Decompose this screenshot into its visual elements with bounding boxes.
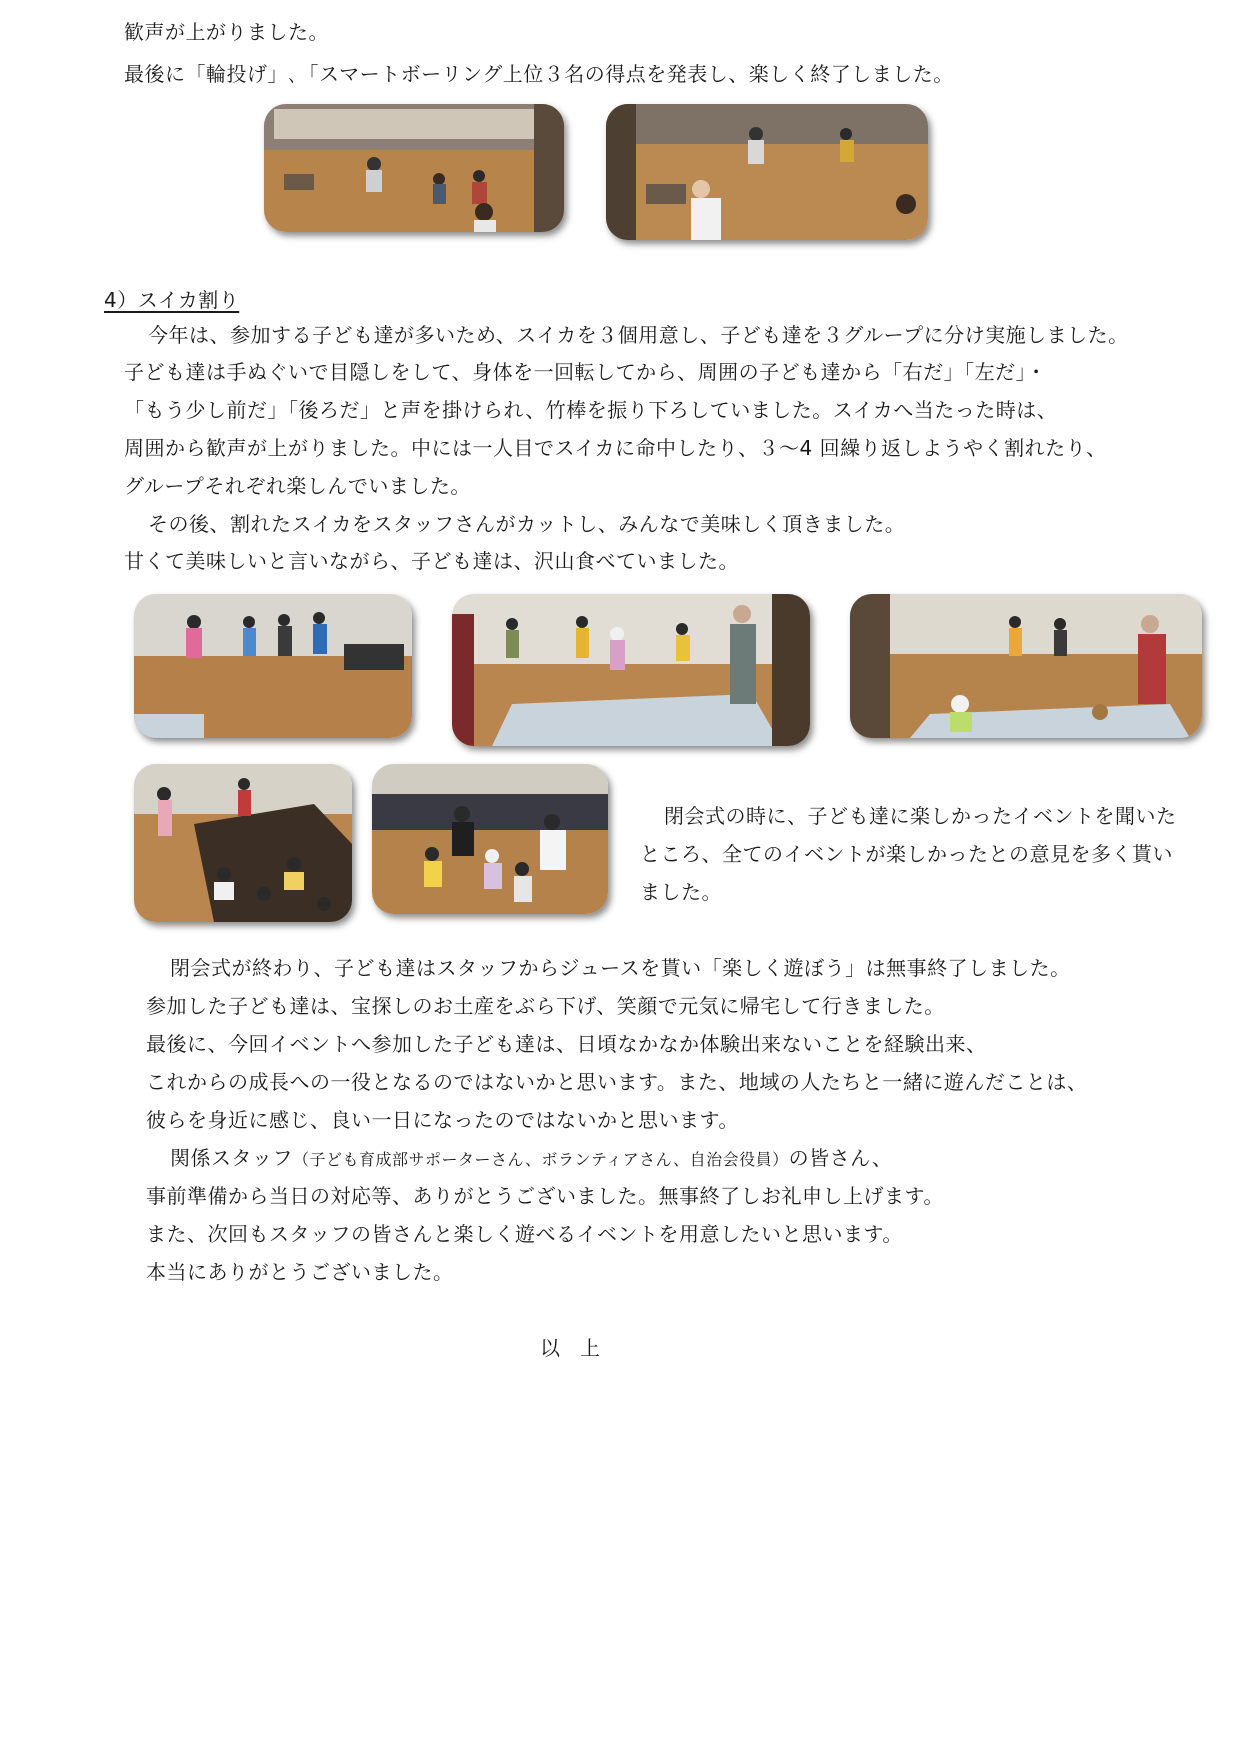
intro-line-1: 歓声が上がりました。 [124,20,329,44]
photo-eating-1 [134,764,352,922]
closing-line-2: 参加した子ども達は、宝探しのお土産をぶら下げ、笑顔で元気に帰宅して行きました。 [146,994,945,1018]
closing-side-line-1: 閉会式の時に、子ども達に楽しかったイベントを聞いた [664,804,1177,828]
section-heading: 4）スイカ割り [104,288,240,312]
closing-line-6: 事前準備から当日の対応等、ありがとうございました。無事終了しお礼申し上げます。 [146,1184,944,1208]
closing-line-3: 最後に、今回イベントへ参加した子ども達は、日頃なかなか体験出来ないことを経験出来、 [146,1032,987,1056]
section4-line-1: 今年は、参加する子ども達が多いため、スイカを３個用意し、子ども達を３グループに分け実施しました。 [148,323,1129,347]
closing-staff-line [170,1146,892,1172]
closing-line-7: また、次回もスタッフの皆さんと楽しく遊べるイベントを用意したいと思います。 [146,1222,903,1246]
staff-prefix: 関係スタッフ [170,1146,293,1170]
photo-eating-2 [372,764,608,914]
section4-line-4: 周囲から歓声が上がりました。中には一人目でスイカに命中したり、３～4 回繰り返しようやく割れたり、 [124,436,1107,460]
photo-watermelon-1 [134,594,412,738]
section4-line-3: 「もう少し前だ」「後ろだ」と声を掛けられ、竹棒を振り下ろしていました。スイカへ当たった時は、 [124,398,1058,422]
photo-ring-toss-1 [264,104,564,232]
section4-line-5: グループそれぞれ楽しんでいました。 [124,474,471,498]
closing-side-line-3: ました。 [640,880,722,904]
closing-line-8: 本当にありがとうございました。 [146,1260,454,1284]
photo-watermelon-3 [850,594,1202,738]
intro-line-2: 最後に「輪投げ」､「スマートボーリング上位３名の得点を発表し、楽しく終了しました。 [124,62,954,86]
staff-suffix: の皆さん、 [788,1146,893,1170]
section4-line-6: その後、割れたスイカをスタッフさんがカットし、みんなで美味しく頂きました。 [148,512,906,536]
section4-line-2: 子ども達は手ぬぐいで目隠しをして、身体を一回転してから、周囲の子ども達から「右だ」「左だ」・ [124,360,1047,384]
closing-side-line-2: ところ、全てのイベントが楽しかったとの意見を多く貰い [640,842,1173,866]
photo-ring-toss-2 [606,104,928,240]
end-mark: 以 上 [540,1336,600,1360]
closing-line-4: これからの成長への一役となるのではないかと思います。また、地域の人たちと一緒に遊んだことは、 [146,1070,1088,1094]
closing-line-1: 閉会式が終わり、子ども達はスタッフからジュースを貰い「楽しく遊ぼう」は無事終了しました。 [170,956,1071,980]
photo-watermelon-2 [452,594,810,746]
staff-roles: （子ども育成部サポーターさん、ボランティアさん、自治会役員） [293,1150,789,1169]
section4-line-7: 甘くて美味しいと言いながら、子ども達は、沢山食べていました。 [124,549,739,573]
closing-line-5: 彼らを身近に感じ、良い一日になったのではないかと思います。 [146,1108,739,1132]
